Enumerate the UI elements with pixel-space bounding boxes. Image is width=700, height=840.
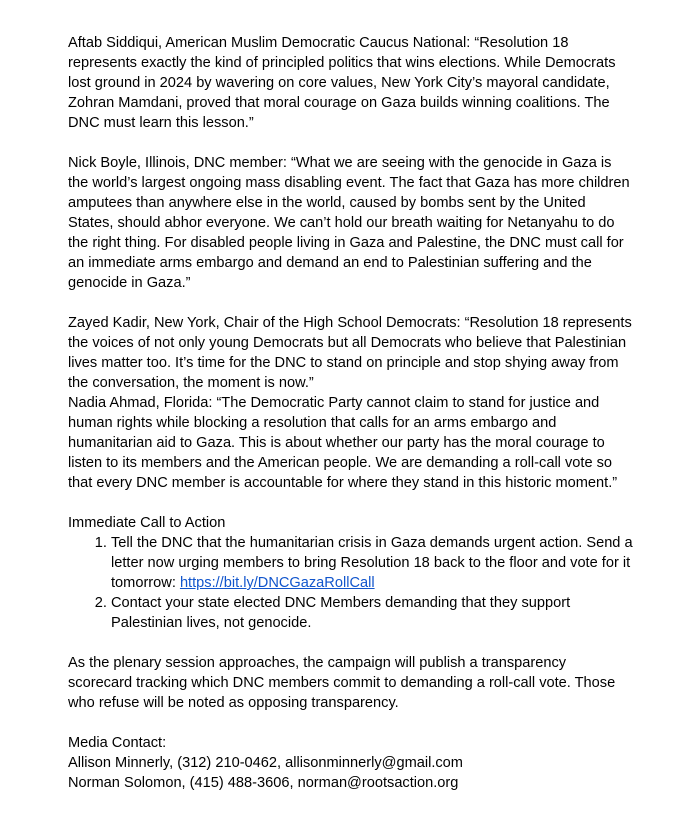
paragraph-gap (68, 293, 633, 313)
paragraph-gap (68, 133, 633, 153)
media-contact-heading: Media Contact: (68, 735, 167, 751)
closing-paragraph: As the plenary session approaches, the campaign will publish a transparency scorecard tracking which DNC members commit to demanding a roll-call vote. Those who refuse will be noted as opposing transparency. (68, 655, 616, 711)
quote-nadia-ahmad: Nadia Ahmad, Florida: “The Democratic Party cannot claim to stand for justice and human rights while blocking a resolution that calls for an arms embargo and humanitarian aid to Gaza. This is about whether our party has the moral courage to listen to its members and the American people. We are demanding a roll-call vote so that every DNC member is accountable for where they stand in this historic moment.” (68, 395, 618, 491)
call-to-action-heading: Immediate Call to Action (68, 515, 226, 531)
paragraph-gap (68, 713, 633, 733)
call-to-action-item-2 (111, 593, 633, 633)
paragraph-gap (68, 633, 633, 653)
media-contact-allison-minnerly: Allison Minnerly, (312) 210-0462, allisonminnerly@gmail.com (68, 755, 463, 771)
call-to-action-item-2-text: Contact your state elected DNC Members demanding that they support Palestinian lives, not genocide. (111, 595, 571, 631)
quote-nick-boyle: Nick Boyle, Illinois, DNC member: “What we are seeing with the genocide in Gaza is the world’s largest ongoing mass disabling event. The fact that Gaza has more children amputees than anywhere else in the world, caused by bombs sent by the United States, should abhor everyone. We can’t hold our breath waiting for Netanyahu to do the right thing. For disabled people living in Gaza and Palestine, the DNC must call for an immediate arms embargo and demand an end to Palestinian suffering and the genocide in Gaza.” (68, 155, 630, 291)
roll-call-letter-link[interactable]: https://bit.ly/DNCGazaRollCall (179, 575, 375, 591)
quote-aftab-siddiqui: Aftab Siddiqui, American Muslim Democratic Caucus National: “Resolution 18 represents exactly the kind of principled politics that wins elections. While Democrats lost ground in 2024 by wavering on core values, New York City’s mayoral candidate, Zohran Mamdani, proved that moral courage on Gaza builds winning coalitions. The DNC must learn this lesson.” (68, 35, 616, 131)
call-to-action-item-1 (111, 533, 633, 593)
call-to-action-list (68, 533, 633, 633)
call-to-action-item-1-text: Tell the DNC that the humanitarian crisis in Gaza demands urgent action. Send a letter now urging members to bring Resolution 18 back to the floor and vote for it tomorrow: (111, 535, 633, 591)
paragraph-gap (68, 493, 633, 513)
media-contact-norman-solomon: Norman Solomon, (415) 488-3606, norman@rootsaction.org (68, 775, 459, 791)
quote-zayed-kadir: Zayed Kadir, New York, Chair of the High School Democrats: “Resolution 18 represents the voices of not only young Democrats but all Democrats who believe that Palestinian lives matter too. It’s time for the DNC to stand on principle and stop shying away from the conversation, the moment is now.” (68, 315, 632, 391)
